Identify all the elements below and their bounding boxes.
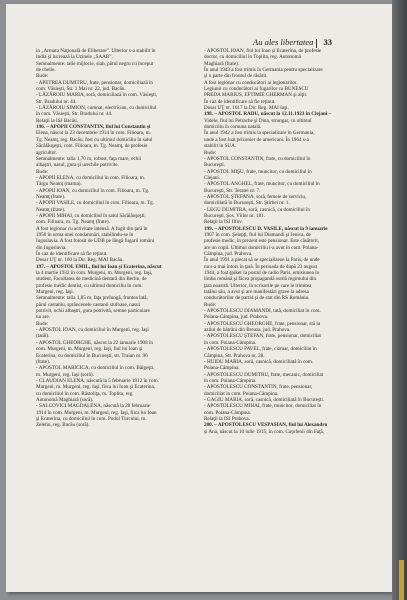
- text-line: - APOSTOL IOAN, fiul lui Ioan şi Ecaterina, de profesie: [204, 48, 322, 54]
- text-line: India şi lucrează la Uzinele „SAAB”.: [36, 54, 113, 61]
- text-line: şi o parte din frontul de răsărit.: [204, 73, 268, 80]
- text-line: Relaţii la ISJ Ilfov.: [204, 219, 243, 226]
- text-line: Neamţ (frate).: [36, 206, 66, 213]
- text-line: domiciliu în comuna natală.: [204, 124, 262, 131]
- text-line: - CLAUDIAN ELENA, născută la 5 februarie 1912 în com.: [36, 377, 159, 384]
- bookmark-ribbon: [399, 560, 404, 600]
- text-line: Murgeni, reg. Iaşi.: [36, 289, 75, 296]
- text-line: - SALCOVICI MAGDALENA, născută la 28 februarie: [36, 403, 151, 410]
- text-line: - APOSTOLESCU CONSTANTIN, frate, pensionar,: [204, 384, 313, 391]
- text-line: potrivit, ochii albaştri, gura potrivită, semne particulare: [36, 308, 150, 315]
- text-line: unde a fost luat prizonier de americani. În 1964 s-a: [204, 136, 309, 143]
- text-line: Rude:: [204, 301, 217, 308]
- text-line: Rude:: [36, 168, 49, 175]
- text-line: - APOSTOL MIŞU, frate, muncitor, cu domiciliul în: [204, 168, 312, 175]
- text-line: În caz de identificare să fie reţinut.: [36, 251, 108, 257]
- text-line: Tg. Neamţ, reg. Bacău, fost cu ultimul domiciliu în satul: [36, 136, 153, 143]
- text-line: limba română şi făcea propagandă ostilă regimului din: [204, 276, 317, 283]
- text-line: Clejani.: [204, 174, 221, 181]
- text-line: nu s-a mai întors în ţară. În perioada de după 23 august: [204, 263, 318, 270]
- text-line: albaştri, nasul, gura şi urechile potrivite.: [36, 162, 119, 169]
- text-line: - APOSTOLESCU DIAMANDI, tată, domiciliat în com.: [204, 308, 321, 315]
- text-line: agricultor.: [36, 149, 57, 156]
- text-line: A fost legionar cu conducători ai legionarilor.: [204, 79, 298, 86]
- text-line: Murgeni, m. Murgeni, reg. Iaşi, fiica lui Ioan şi Ecaterina,: [36, 384, 156, 391]
- text-line: profesie medic dentist, cu ultimul domiciliu în com.: [36, 282, 143, 289]
- text-line: - APOPII IOAN, cu domiciliul în com. Filioara, m. Tg.: [36, 187, 150, 194]
- right-text-column: [204, 48, 350, 435]
- text-line: 198. – APOSTOL RADU, născut la 12.11.1923 în Clejani –: [204, 111, 332, 118]
- text-line: părul castaniu, sprâncenele castanii stufoase, nasul: [36, 301, 141, 308]
- text-line: de chelie.: [36, 67, 56, 74]
- text-line: Rude:: [36, 73, 49, 80]
- text-line: Legiunii cu conducători ai fugarilor ca BUNESCU: [204, 86, 309, 93]
- text-line: Câmpina, jud. Prahova.: [204, 251, 253, 257]
- text-line: Iugoslavia. A fost folosit de UDB pe lângă fugarii români: [36, 238, 155, 245]
- text-line: in „Armata Naţională de Eliberare”. Ulterior s-a stabilit în: [36, 48, 156, 54]
- text-line: Relaţii la ISJ Prahova.: [204, 415, 250, 422]
- text-line: în com. Poiana-Câmpina.: [204, 377, 257, 384]
- text-line: stabilit în SUA.: [204, 143, 237, 150]
- text-line: com. Poiana-Câmpina.: [204, 409, 251, 416]
- text-line: - APOSTOL IOAN, cu domiciliul în Murgeni, reg. Iaşi: [36, 327, 149, 334]
- text-line: - APOSTOLESCU MIHAI, frate, muncitor, domiciliat în: [204, 403, 322, 410]
- text-line: 200. – APOSTOLESCU VESPASIAN, fiul lui Alexandru: [204, 422, 328, 429]
- text-line: conducătorilor de partid şi de stat din RS România.: [204, 295, 310, 302]
- text-line: - APOPII VASILE, cu domiciliul în com. Filioara, m. Tg.: [36, 200, 154, 207]
- text-line: Str. Bradului nr. 44.: [36, 98, 77, 105]
- text-line: - APOSTOL GHEORGHE, născut la 22 ianuarie 1908 în: [36, 339, 153, 346]
- text-line: - APETREA DUMITRU, frate, pensionar, domiciliază în: [36, 79, 154, 86]
- text-line: la 4 martie 1932 în com. Murgeni, m. Murgeni, reg. Iaşi,: [36, 270, 153, 277]
- text-line: 1914 în com. Murgeni, m. Murgeni, reg. Iaşi, fiica lui Ioan: [36, 409, 157, 416]
- text-line: - LĂZĂROIU SIMION, cumnat, electrician, cu domiciliul: [36, 105, 157, 112]
- text-line: cu domiciliul în com. Răstoliţa, m. Toplita, reg.: [36, 390, 134, 397]
- text-line: din Iugoslavia.: [36, 244, 67, 251]
- text-line: Maghiară (frate).: [204, 60, 240, 67]
- text-line: - APOSTOL CONSTANTIN, frate, cu domiciliul în: [204, 155, 311, 162]
- text-line: 1950 în urma unei condamnări, stabilindu-se în: [36, 231, 134, 238]
- running-header: [253, 37, 332, 48]
- text-line: doctor, cu domiciliul în Toplita, reg. Autonomă: [204, 54, 301, 61]
- text-line: Bucureşti.: [204, 162, 225, 169]
- text-line: Rude:: [204, 149, 217, 156]
- text-line: azilul de bătrâni din Breaza, jud. Prahova.: [204, 327, 291, 334]
- text-line: 199. – APOSTOLESCU D. VASILE, născut la 9 ianuarie: [204, 225, 328, 232]
- text-line: Videle, fiul lui Petrache şi Dina, strungar, cu ultimul: [204, 117, 312, 124]
- text-line: Relaţii la ISJ Bacău.: [36, 117, 78, 124]
- text-line: (tatăl).: [36, 333, 50, 340]
- page-number: 33: [323, 37, 332, 47]
- text-line: - APOPII MIHAI, cu domiciliul în satul Săcălăuşeşti,: [36, 212, 146, 219]
- text-line: Săcălăuşeşti, com. Filioara, m. Tg. Neamţ, de profesie: [36, 143, 148, 150]
- text-line: domiciliat în com. Poiana-Câmpina.: [204, 390, 279, 397]
- text-line: 1907 în com. Şelepţi, fiul lui Diamandi şi Jenica, de: [204, 231, 311, 238]
- text-line: nu are.: [36, 314, 50, 321]
- text-line: şi Ana, născut la 10 iulie 1915, în com. Coţofenii din Faţă,: [204, 428, 325, 435]
- text-line: are un copil. Ultimul domiciliu l-a avut în com. Poiana-: [204, 244, 319, 251]
- text-line: În anul 1943 a fost trimis în Germania pentru specializare: [204, 67, 323, 74]
- text-line: Semnalmente: talia 1,85 m, faţa prelungă, fruntea lată,: [36, 295, 148, 302]
- text-line: domiciliată în Bucureşti, Str. Ştirbei nr. 1.: [204, 200, 290, 207]
- text-line: 197. – APOSTOL EMIL, fiul lui Ioan şi Ecaterina, născut: [36, 263, 162, 270]
- text-line: - APOSTOLESCU DUMITRU, frate, mecanic, domiciliat: [204, 371, 324, 378]
- text-line: Bucureşti, Str. Teratei nr. 7.: [204, 187, 261, 194]
- text-line: Autonomă Maghiară (soră).: [36, 396, 94, 403]
- text-line: - APOSTOL ŞTEFANA, soră, femeie de serviciu,: [204, 193, 307, 200]
- left-text-column: [36, 48, 182, 429]
- text-line: ţara noastră. Ulterior, în scrisorile pe care le trimitea: [204, 282, 312, 289]
- text-line: Dosar UŢ nr. 1617 la Dir. Reg. MAI Iaşi.: [204, 105, 289, 112]
- text-line: - APOSTOLESCU GHEORGHE, frate, pensionar, stă la: [204, 320, 321, 327]
- text-line: - LĂZĂROIU MARIA, soră, domiciliază în com. Văsieşti,: [36, 92, 158, 99]
- header-title: Au ales libertatea: [253, 37, 314, 47]
- text-line: Bucureşti, Şos. Viilor nr. 181.: [204, 212, 265, 219]
- text-line: Neamţ (frate).: [36, 193, 66, 200]
- text-line: - APOPII ELENA, cu domiciliul în com. Filioara, m.: [36, 174, 146, 181]
- text-line: 1944, a fost şpiker la postul de radio Paris, emisiunea în: [204, 270, 320, 277]
- text-line: 196. – APOPII CONSTANTIN, fiul lui Constantin şi: [36, 124, 151, 131]
- book-spine: [392, 0, 407, 600]
- text-line: (frate).: [36, 358, 51, 365]
- text-line: - APOSTOL ANGHEL, frate, muncitor, cu domiciliul în: [204, 181, 320, 188]
- text-line: Târgu Neamţ (mama).: [36, 181, 82, 188]
- text-line: În anul 1991 a plecat să se specializeze la Paris, de unde: [204, 257, 320, 264]
- text-line: Semnalmente: talie mijlocie, slab, părul negru cu început: [36, 60, 154, 67]
- text-line: Câmpina, Str. Prahova nr. 28.: [204, 352, 265, 359]
- text-line: student, Facultatea de medicină dentară din Berlin, de: [36, 276, 147, 283]
- header-divider: [316, 39, 317, 48]
- text-line: Zeletin, reg. Bacău (soră).: [36, 422, 90, 429]
- text-line: Rude:: [36, 320, 49, 327]
- text-line: - LEGU DUMITRA, soră, casnică, cu domiciliul în: [204, 206, 310, 213]
- text-line: - GAGIU MARIA, soră, casnică, domiciliată în Bucureşti.: [204, 396, 325, 403]
- text-line: com. Filioara, m. Tg. Neamţ (frate).: [36, 219, 110, 226]
- text-line: Poiana-Câmpina, jud. Prahova.: [204, 314, 269, 321]
- text-line: - APOSTOLESCU PAVEL, frate, cizmar, domiciliat în: [204, 346, 317, 353]
- text-line: profesie medic, în prezent este pensionar. Este căsătorit,: [204, 238, 320, 245]
- text-line: Semnalmente: talia 1,70 m, robust, faţa mare, ochii: [36, 155, 142, 162]
- text-line: tatălui său, a avut şi are manifestări grave la adresa: [204, 289, 309, 296]
- text-line: în com. Poiana-Câmpina.: [204, 339, 257, 346]
- text-line: Elena, născut la 23 decembrie 1914 în com. Filioara, m.: [36, 130, 151, 137]
- text-line: Poiana-Câmpina.: [204, 365, 240, 372]
- text-line: şi Ecaterina, cu domiciliul în com. Podul Turcului, m.: [36, 415, 147, 422]
- text-line: PREDA MARIUS, EFTIMIE GHERMAN şi alţii.: [204, 92, 308, 99]
- text-line: În anul 1942 a fost trimis la specializare în Germania,: [204, 130, 315, 137]
- text-line: - HUIDU MARIA, soră, casnică, domiciliată în com.: [204, 358, 314, 365]
- text-line: Ecaterina, cu domiciliul în Bucureşti, str. Traian nr. 96: [36, 352, 148, 359]
- book-page: [6, 4, 392, 592]
- text-line: - APOSTOL MARICICA, cu domiciliul în com. Bâlgeşti,: [36, 365, 155, 372]
- text-line: În caz de identificare să fie reţinut.: [204, 98, 276, 105]
- text-line: - APOSTOLESCU ŞTEFAN, frate, pensionar, domiciliat: [204, 333, 321, 340]
- text-line: com. Murgeni, m. Murgeni, reg. Iaşi, fiul lui Ioan şi: [36, 346, 143, 353]
- text-line: A fost legionar cu activitate intensă. A fugit din ţară în: [36, 225, 148, 232]
- text-line: în com. Văsieşti, Str. Bradului nr. 44.: [36, 111, 113, 118]
- text-line: com. Văsieşti, Str. 1 Mai nr. 22, jud. Bacău.: [36, 86, 126, 93]
- text-line: Dosar UŢ nr. 160 la Dir. Reg. MAI Bacău.: [36, 257, 124, 264]
- text-line: m. Murgeni, reg. Iaşi (soră).: [36, 371, 94, 378]
